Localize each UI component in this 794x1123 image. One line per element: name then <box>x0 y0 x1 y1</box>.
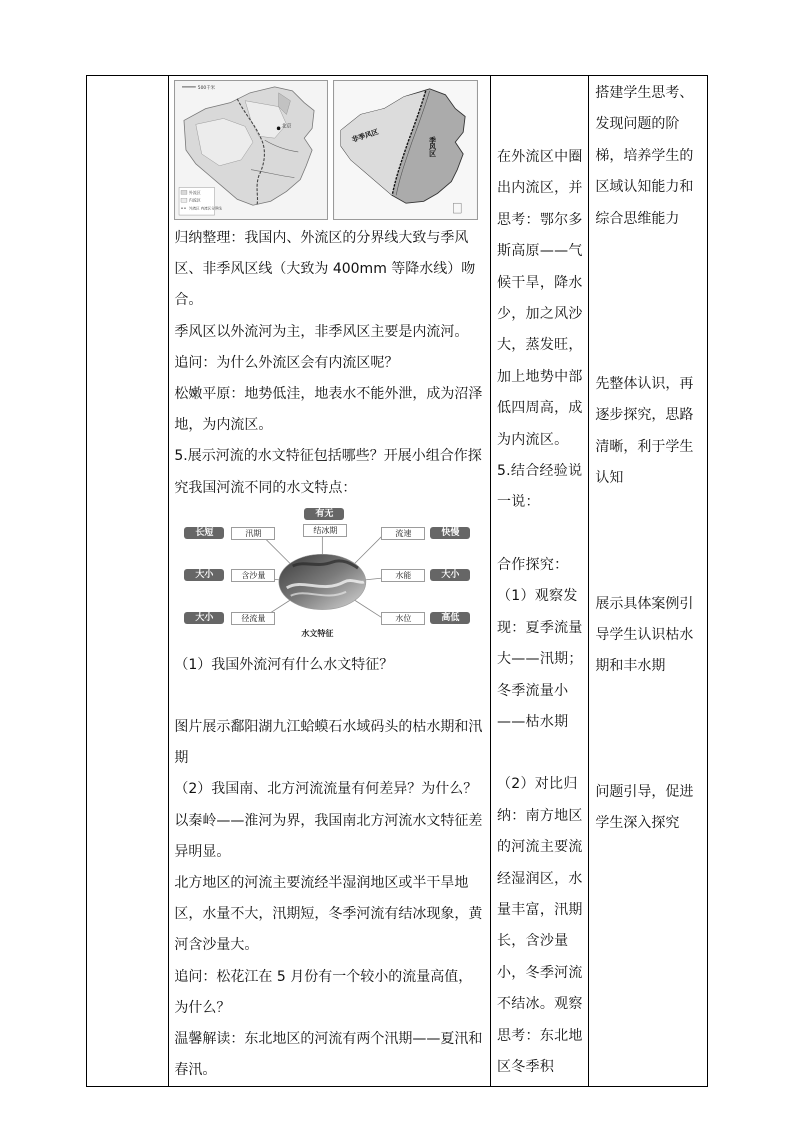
label-runoff: 径流量 <box>231 612 275 625</box>
lesson-table <box>86 75 708 1087</box>
map-row <box>174 80 486 220</box>
tag-size-sediment: 大小 <box>184 569 224 581</box>
legend-boundary: 外流区 内流区分界线 <box>189 206 223 211</box>
legend-inflow: 内流区 <box>189 197 202 203</box>
student-coop-paragraph: 合作探究： <box>496 556 569 573</box>
legend-outflow: 外流区 <box>189 189 202 195</box>
north-rivers-paragraph: 北方地区的河流主要流经半湿润地区或半干旱地区，水量不大，汛期短，冬季河流有结冰现象，黄河含沙量大。 <box>174 875 483 954</box>
scale-label: 500千米 <box>198 85 216 91</box>
student-experience-paragraph: 5.结合经验说一说： <box>496 463 583 511</box>
intent-question-paragraph: 问题引导，促进学生深入探究 <box>595 783 694 832</box>
beijing-label: 北京 <box>281 123 292 130</box>
student-inflow-paragraph: 在外流区中圈出内流区，并思考：鄂尔多斯高原——气候干旱，降水少，加之风沙大，蒸发旺，加上地势中部低四周高，成为内流区。 <box>496 149 583 448</box>
student-activity-cell <box>490 76 588 1087</box>
design-intent-cell <box>589 76 708 1087</box>
label-velocity: 流速 <box>381 527 425 540</box>
empty-left-cell <box>87 76 169 1087</box>
poyang-paragraph: 图片展示鄱阳湖九江蛤蟆石水域码头的枯水期和汛期 <box>174 719 483 767</box>
monsoon-label: 季风区 <box>428 136 437 157</box>
china-monsoon-map-graphic <box>334 81 477 219</box>
teacher-activity-cell <box>169 76 491 1087</box>
table-row <box>87 76 708 1087</box>
non-monsoon-label: 非季风区 <box>351 127 380 145</box>
tag-length: 长短 <box>184 527 224 539</box>
tag-speed: 快慢 <box>430 527 470 539</box>
songhua-question-paragraph: 追问：松花江在 5 月份有一个较小的流量高值，为什么？ <box>174 968 473 1016</box>
china-drainage-map-graphic <box>175 81 327 219</box>
drainage-map <box>174 80 328 220</box>
student-observe-paragraph: （1）观察发现：夏季流量大——汛期；冬季流量小——枯水期 <box>496 588 583 730</box>
interpretation-paragraph: 温馨解读：东北地区的河流有两个汛期——夏汛和春汛。 <box>174 1031 483 1079</box>
intent-case-paragraph: 展示具体案例引导学生认识枯水期和丰水期 <box>595 595 694 675</box>
summary-paragraph: 归纳整理：我国内、外流区的分界线大致与季风区、非季风区线（大致为 400mm 等降水线）吻合。 <box>174 230 476 309</box>
question-paragraph: 追问：为什么外流区会有内流区呢？ <box>174 354 399 371</box>
intent-overall-paragraph: 先整体认识，再逐步探究，思路清晰，利于学生认知 <box>595 376 694 487</box>
tag-size-runoff: 大小 <box>184 612 224 624</box>
monsoon-map <box>333 80 478 220</box>
monsoon-paragraph: 季风区以外流河为主，非季风区主要是内流河。 <box>174 323 469 340</box>
question-1-paragraph: （1）我国外流河有什么水文特征？ <box>174 656 394 673</box>
intent-ladder-paragraph: 搭建学生思考、发现问题的阶梯，培养学生的区域认知能力和综合思维能力 <box>595 85 694 227</box>
label-water-level: 水位 <box>381 612 425 625</box>
label-sediment: 含沙量 <box>231 569 275 582</box>
tag-size-power: 大小 <box>430 569 470 581</box>
label-flood-season: 汛期 <box>231 527 275 540</box>
tag-presence: 有无 <box>304 508 344 520</box>
diagram-caption: 水文特征 <box>301 628 334 638</box>
label-hydropower: 水能 <box>381 569 425 582</box>
tag-height: 高低 <box>430 612 470 624</box>
songnen-paragraph: 松嫩平原：地势低洼，地表水不能外泄，成为沼泽地，为内流区。 <box>174 386 483 434</box>
hydrology-diagram <box>174 508 486 644</box>
question-2-paragraph: （2）我国南、北方河流流量有何差异？为什么？以秦岭——淮河为界，我国南北方河流水文特征差异明显。 <box>174 781 483 860</box>
hydrology-paragraph: 5.展示河流的水文特征包括哪些？开展小组合作探究我国河流不同的水文特点： <box>174 448 482 496</box>
label-freeze-period: 结冰期 <box>303 524 347 537</box>
student-compare-paragraph: （2）对比归纳：南方地区的河流主要流经湿润区，水量丰富，汛期长，含沙量小，冬季河流不结冰。观察思考：东北地区冬季积 <box>496 776 583 1075</box>
